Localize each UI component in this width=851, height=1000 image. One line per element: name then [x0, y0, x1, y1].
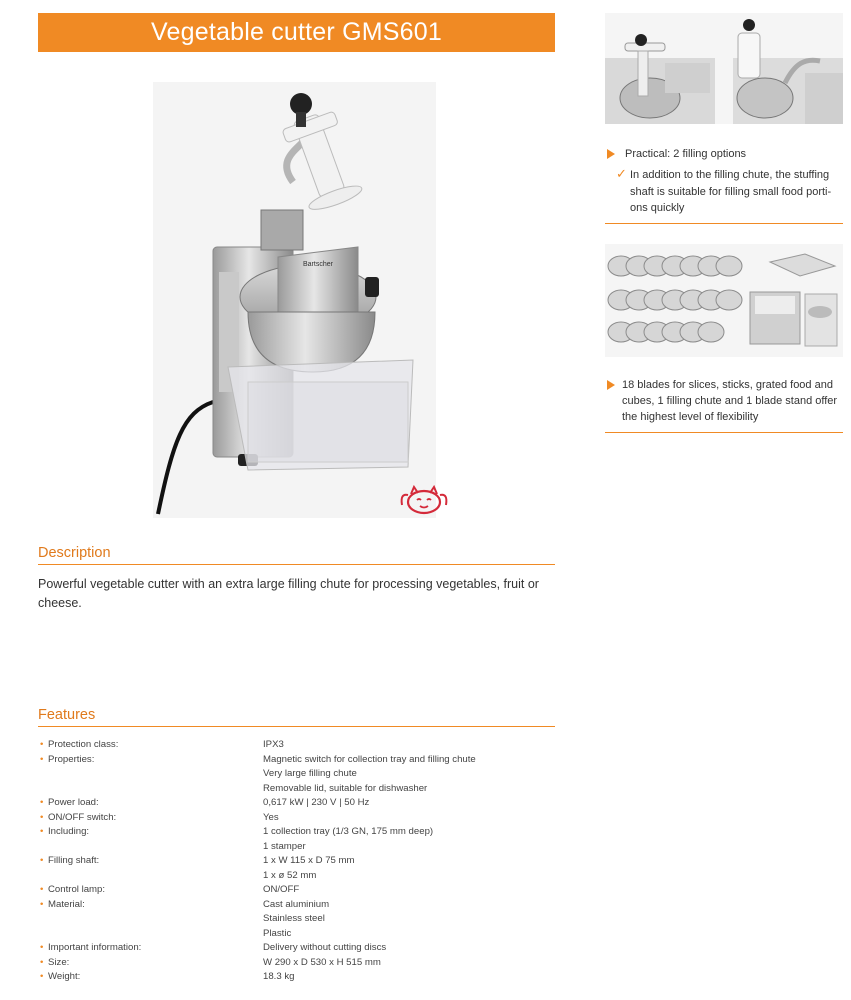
- feature-value: 1 collection tray (1/3 GN, 175 mm deep): [263, 826, 434, 837]
- feature-value: Magnetic switch for collection tray and filling chute: [263, 753, 476, 765]
- feature-label-text: Power load:: [48, 797, 99, 808]
- feature-label: [38, 854, 263, 883]
- feature-row: [38, 738, 555, 753]
- feature-values: [263, 825, 555, 854]
- vegetable-cutter-illustration: [153, 82, 436, 518]
- blades-set-image: [605, 244, 843, 357]
- feature-label-text: Filling shaft:: [48, 855, 100, 866]
- features-heading: Features: [38, 707, 555, 727]
- feature-values: [263, 738, 555, 753]
- bullet-icon: •: [40, 753, 44, 765]
- bullet-icon: •: [40, 956, 44, 968]
- feature-row: [38, 898, 555, 942]
- bullet-icon: •: [40, 739, 44, 750]
- feature-value: Yes: [263, 811, 279, 823]
- bullet-icon: •: [40, 826, 44, 837]
- bullet-icon: •: [40, 898, 44, 910]
- filling-options-title: Practical: 2 filling options: [625, 148, 747, 160]
- feature-values: [263, 970, 555, 985]
- feature-value: Removable lid, suitable for dishwasher: [263, 782, 428, 794]
- feature-value: Plastic: [263, 927, 292, 939]
- feature-label: [38, 825, 263, 854]
- feature-values: [263, 796, 555, 811]
- features-list: [38, 738, 555, 985]
- triangle-bullet-icon: [607, 149, 615, 159]
- feature-value: Very large filling chute: [263, 768, 357, 779]
- blades-line: the highest level of flexibility: [622, 411, 759, 423]
- bullet-icon: •: [40, 855, 44, 866]
- feature-value: 1 x W 115 x D 75 mm: [263, 855, 355, 866]
- blades-block: [605, 377, 843, 433]
- feature-label-text: Important information:: [48, 942, 142, 953]
- bullet-icon: •: [40, 884, 44, 895]
- feature-label-text: Weight:: [48, 971, 81, 982]
- filling-options-line: In addition to the filling chute, the stuffing: [630, 169, 830, 181]
- filling-options-image: [605, 13, 843, 124]
- feature-row: [38, 753, 555, 797]
- feature-row: [38, 854, 555, 883]
- feature-value: 0,617 kW | 230 V | 50 Hz: [263, 797, 370, 808]
- feature-value: ON/OFF: [263, 884, 300, 895]
- blades-line: cubes, 1 filling chute and 1 blade stand offer: [622, 395, 838, 407]
- feature-label-text: Material:: [48, 898, 85, 910]
- feature-values: [263, 883, 555, 898]
- feature-values: [263, 898, 555, 942]
- machine-brand-label: Bartscher: [303, 261, 333, 268]
- bullet-icon: •: [40, 797, 44, 808]
- triangle-bullet-icon: [607, 380, 615, 390]
- feature-label: [38, 796, 263, 811]
- feature-row: [38, 796, 555, 811]
- feature-value: 1 stamper: [263, 840, 306, 852]
- feature-row: [38, 811, 555, 826]
- feature-values: [263, 941, 555, 956]
- feature-label-text: Protection class:: [48, 739, 119, 750]
- page-title: Vegetable cutter GMS601: [151, 18, 442, 46]
- feature-label-text: ON/OFF switch:: [48, 811, 117, 823]
- feature-value: Delivery without cutting discs: [263, 942, 387, 953]
- filling-options-line: ons quickly: [630, 202, 685, 214]
- feature-label-text: Properties:: [48, 753, 95, 765]
- filling-options-illustration: [605, 13, 843, 124]
- feature-row: [38, 883, 555, 898]
- feature-row: [38, 956, 555, 971]
- feature-label: [38, 941, 263, 956]
- bullet-icon: •: [40, 971, 44, 982]
- feature-value: 18.3 kg: [263, 971, 295, 982]
- feature-label: [38, 811, 263, 826]
- feature-values: [263, 753, 555, 797]
- bullet-icon: •: [40, 942, 44, 953]
- feature-label-text: Including:: [48, 826, 90, 837]
- feature-label: [38, 956, 263, 971]
- blade-disc: [698, 322, 724, 342]
- blades-set-illustration: [605, 244, 843, 357]
- blade-disc: [716, 290, 742, 310]
- feature-label-text: Size:: [48, 956, 70, 968]
- feature-value: Stainless steel: [263, 913, 325, 924]
- description-heading: Description: [38, 545, 555, 565]
- feature-row: [38, 825, 555, 854]
- filling-options-block: [605, 145, 843, 224]
- feature-value: IPX3: [263, 739, 284, 750]
- feature-label: [38, 970, 263, 985]
- feature-label: [38, 883, 263, 898]
- feature-label: [38, 753, 263, 797]
- filling-options-line: shaft is suitable for filling small food porti-: [630, 185, 832, 198]
- feature-label-text: Control lamp:: [48, 884, 106, 895]
- feature-values: [263, 956, 555, 971]
- title-bar: [38, 13, 555, 52]
- feature-values: [263, 811, 555, 826]
- feature-row: [38, 970, 555, 985]
- feature-label: [38, 738, 263, 753]
- feature-value: 1 x ø 52 mm: [263, 869, 317, 881]
- blades-line: 18 blades for slices, sticks, grated food and: [622, 379, 833, 391]
- feature-values: [263, 854, 555, 883]
- main-product-image: [153, 82, 436, 518]
- feature-label: [38, 898, 263, 942]
- description-text: Powerful vegetable cutter with an extra large filling chute for processing vegetables, fruit or cheese.: [38, 577, 539, 610]
- check-icon: ✓: [616, 166, 627, 181]
- feature-value: Cast aluminium: [263, 898, 330, 910]
- feature-row: [38, 941, 555, 956]
- cat-logo-icon: [398, 485, 450, 515]
- feature-value: W 290 x D 530 x H 515 mm: [263, 956, 381, 968]
- blade-disc: [716, 256, 742, 276]
- bullet-icon: •: [40, 811, 44, 823]
